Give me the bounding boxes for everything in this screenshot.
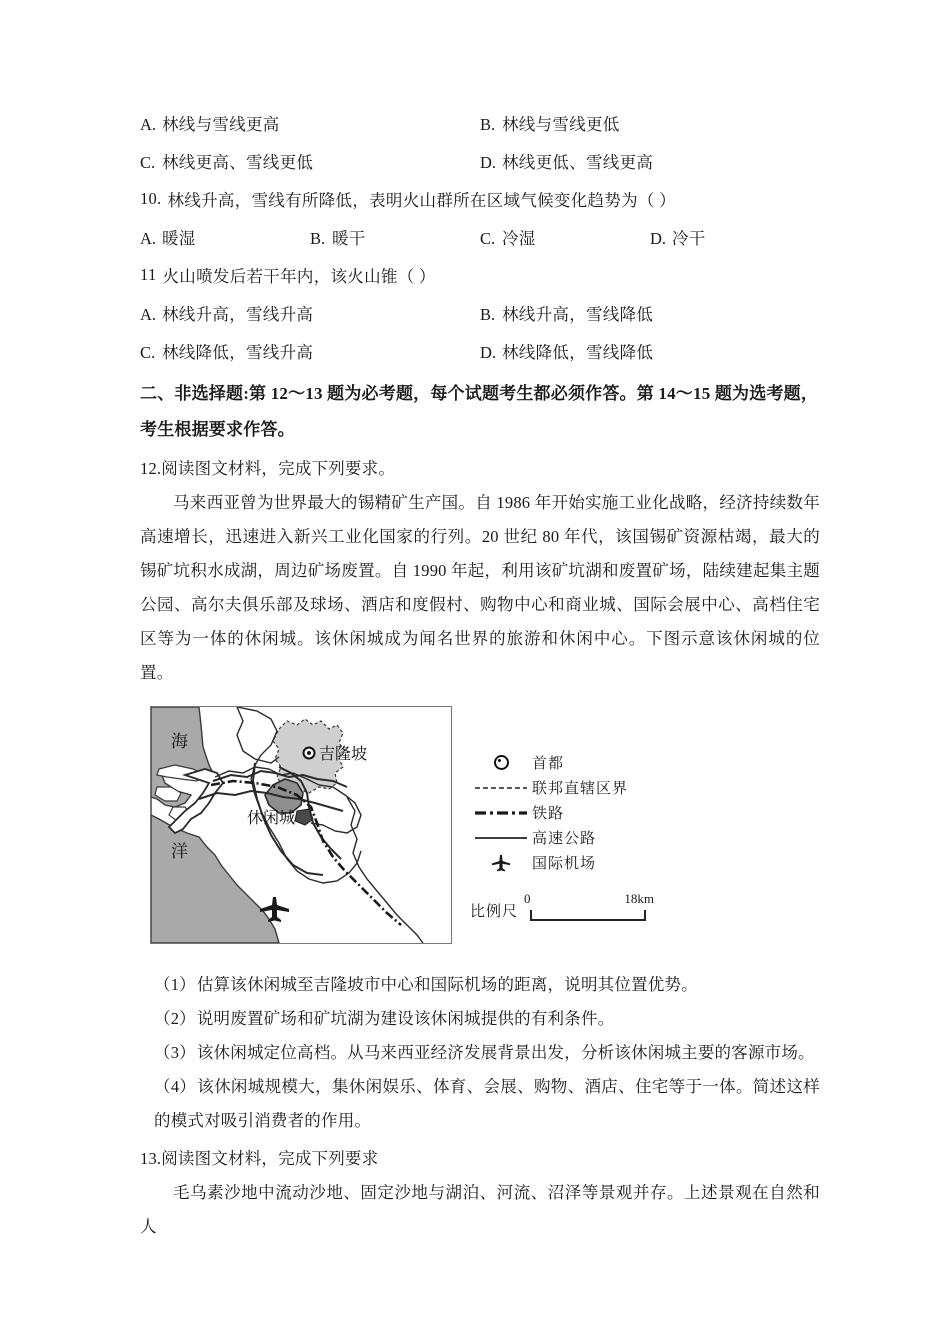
legend-label: 铁路 bbox=[532, 806, 565, 822]
option-label: A. bbox=[140, 115, 157, 134]
subquestion-number: （1） bbox=[154, 975, 196, 994]
option-label: B. bbox=[480, 305, 496, 324]
question11-text: 火山喷发后若干年内，该火山锥（ ） bbox=[162, 267, 436, 286]
legend-label: 高速公路 bbox=[532, 831, 597, 847]
question11-stem bbox=[140, 256, 820, 294]
option-b[interactable] bbox=[480, 111, 820, 135]
question9-options-row-cd bbox=[140, 142, 820, 180]
railway-line-icon bbox=[470, 808, 532, 818]
capital-dot-icon bbox=[304, 748, 315, 759]
dashed-line-icon bbox=[470, 783, 532, 793]
option-text: 林线升高，雪线升高 bbox=[162, 305, 314, 324]
question12-sub-3 bbox=[140, 1036, 820, 1070]
figure-malaysia-map bbox=[140, 706, 820, 954]
question10-stem bbox=[140, 180, 820, 218]
subquestion-number: （2） bbox=[154, 1009, 196, 1028]
option-text: 林线与雪线更低 bbox=[502, 115, 620, 134]
subquestion-text: 该休闲城定位高档。从马来西亚经济发展背景出发，分析该休闲城主要的客源市场。 bbox=[196, 1043, 815, 1062]
option-label: D. bbox=[650, 229, 667, 248]
legend-item-capital bbox=[470, 750, 730, 775]
option-label: C. bbox=[480, 229, 496, 248]
option-label: A. bbox=[140, 229, 157, 248]
option-label: D. bbox=[480, 153, 497, 172]
solid-line-icon bbox=[470, 833, 532, 843]
question10-text: 林线升高，雪线有所降低，表明火山群所在区域气候变化趋势为（ ） bbox=[167, 191, 676, 210]
map-graphic bbox=[151, 707, 451, 943]
subquestion-text: 估算该休闲城至吉隆坡市中心和国际机场的距离，说明其位置优势。 bbox=[196, 975, 698, 994]
option-text: 林线降低，雪线降低 bbox=[502, 343, 654, 362]
question12-sub-4 bbox=[140, 1070, 820, 1138]
question12-sub-2 bbox=[140, 1002, 820, 1036]
subquestion-text: 该休闲城规模大，集休闲娱乐、体育、会展、购物、酒店、住宅等于一体。简述这样的模式对吸引消费者的作用。 bbox=[154, 1077, 820, 1130]
scale-label: 比例尺 bbox=[470, 904, 519, 920]
legend-label: 国际机场 bbox=[532, 856, 597, 872]
option-text: 冷湿 bbox=[502, 229, 536, 248]
option-label: B. bbox=[310, 229, 326, 248]
option-c[interactable] bbox=[480, 225, 650, 249]
option-label: B. bbox=[480, 115, 496, 134]
map-frame bbox=[150, 706, 452, 944]
district-boundary-5 bbox=[347, 797, 423, 943]
subquestion-number: （4） bbox=[154, 1077, 197, 1096]
question11-options-row-ab bbox=[140, 294, 820, 332]
option-text: 林线更高、雪线更低 bbox=[162, 153, 314, 172]
label-leisure-city: 休闲城 bbox=[247, 810, 296, 827]
option-text: 冷干 bbox=[672, 229, 706, 248]
district-boundary-1 bbox=[237, 707, 279, 763]
question9-options-row-ab bbox=[140, 104, 820, 142]
option-a[interactable] bbox=[140, 225, 310, 249]
label-sea-top: 海 bbox=[171, 732, 188, 751]
option-text: 暖干 bbox=[332, 229, 366, 248]
option-b[interactable] bbox=[480, 301, 820, 325]
option-text: 林线降低，雪线升高 bbox=[162, 343, 314, 362]
option-a[interactable] bbox=[140, 111, 480, 135]
question12-paragraph: 马来西亚曾为世界最大的锡精矿生产国。自 1986 年开始实施工业化战略，经济持续数年高速增长，迅速进入新兴工业化国家的行列。20 世纪 80 年代，该国锡矿资源枯竭，最大的锡矿坑积水成湖，周边矿场废置。自 1990 年起，利用该矿坑湖和废置矿场，陆续建起集主题公园、高尔夫俱乐部及球场、酒店和度假村、购物中心和商业城、国际会展中心、高档住宅区等为一体的休闲城。该休闲城成为闻名世界的旅游和休闲中心。下图示意该休闲城的位置。 bbox=[140, 493, 820, 682]
map-legend bbox=[470, 750, 730, 923]
scale-value-left: 0 bbox=[524, 891, 531, 906]
option-text: 林线与雪线更高 bbox=[162, 115, 280, 134]
subquestion-number: （3） bbox=[154, 1043, 196, 1062]
legend-item-railway bbox=[470, 800, 730, 825]
option-d[interactable] bbox=[480, 339, 820, 363]
question13-title: 13.阅读图文材料，完成下列要求 bbox=[140, 1149, 379, 1168]
section-header: 二、非选择题:第 12～13 题为必考题，每个试题考生都必须作答。第 14～15 题为选考题，考生根据要求作答。 bbox=[140, 384, 819, 439]
option-text: 暖湿 bbox=[162, 229, 196, 248]
page-content bbox=[140, 104, 820, 1244]
question13-paragraph: 毛乌素沙地中流动沙地、固定沙地与湖泊、河流、沼泽等景观并存。上述景观在自然和人 bbox=[140, 1183, 820, 1236]
airplane-icon bbox=[470, 854, 532, 872]
label-sea-bottom: 洋 bbox=[171, 842, 188, 861]
option-d[interactable] bbox=[650, 225, 820, 249]
option-d[interactable] bbox=[480, 149, 820, 173]
option-b[interactable] bbox=[310, 225, 480, 249]
option-label: C. bbox=[140, 153, 156, 172]
district-boundary-2 bbox=[237, 707, 277, 765]
label-capital: 吉隆坡 bbox=[319, 746, 368, 763]
question12-sub-1 bbox=[140, 968, 820, 1002]
capital-dot-icon bbox=[470, 755, 532, 770]
scale-graphic bbox=[524, 893, 654, 923]
option-label: C. bbox=[140, 343, 156, 362]
option-label: A. bbox=[140, 305, 157, 324]
question10-options-row bbox=[140, 218, 820, 256]
scale-bar bbox=[530, 910, 646, 921]
legend-item-highway bbox=[470, 825, 730, 850]
option-text: 林线升高，雪线降低 bbox=[502, 305, 654, 324]
option-c[interactable] bbox=[140, 339, 480, 363]
question11-number: 11 bbox=[140, 265, 157, 284]
question10-number: 10. bbox=[140, 189, 162, 208]
legend-item-airport bbox=[470, 850, 730, 875]
map-scale bbox=[470, 889, 730, 923]
question11-options-row-cd bbox=[140, 332, 820, 370]
option-c[interactable] bbox=[140, 149, 480, 173]
question12-title: 12.阅读图文材料，完成下列要求。 bbox=[140, 459, 396, 478]
option-a[interactable] bbox=[140, 301, 480, 325]
option-text: 林线更低、雪线更高 bbox=[502, 153, 654, 172]
legend-label: 联邦直辖区界 bbox=[532, 781, 629, 797]
legend-item-boundary bbox=[470, 775, 730, 800]
subquestion-text: 说明废置矿场和矿坑湖为建设该休闲城提供的有利条件。 bbox=[196, 1009, 615, 1028]
scale-value-right: 18km bbox=[624, 891, 655, 906]
legend-label: 首都 bbox=[532, 756, 565, 772]
option-label: D. bbox=[480, 343, 497, 362]
